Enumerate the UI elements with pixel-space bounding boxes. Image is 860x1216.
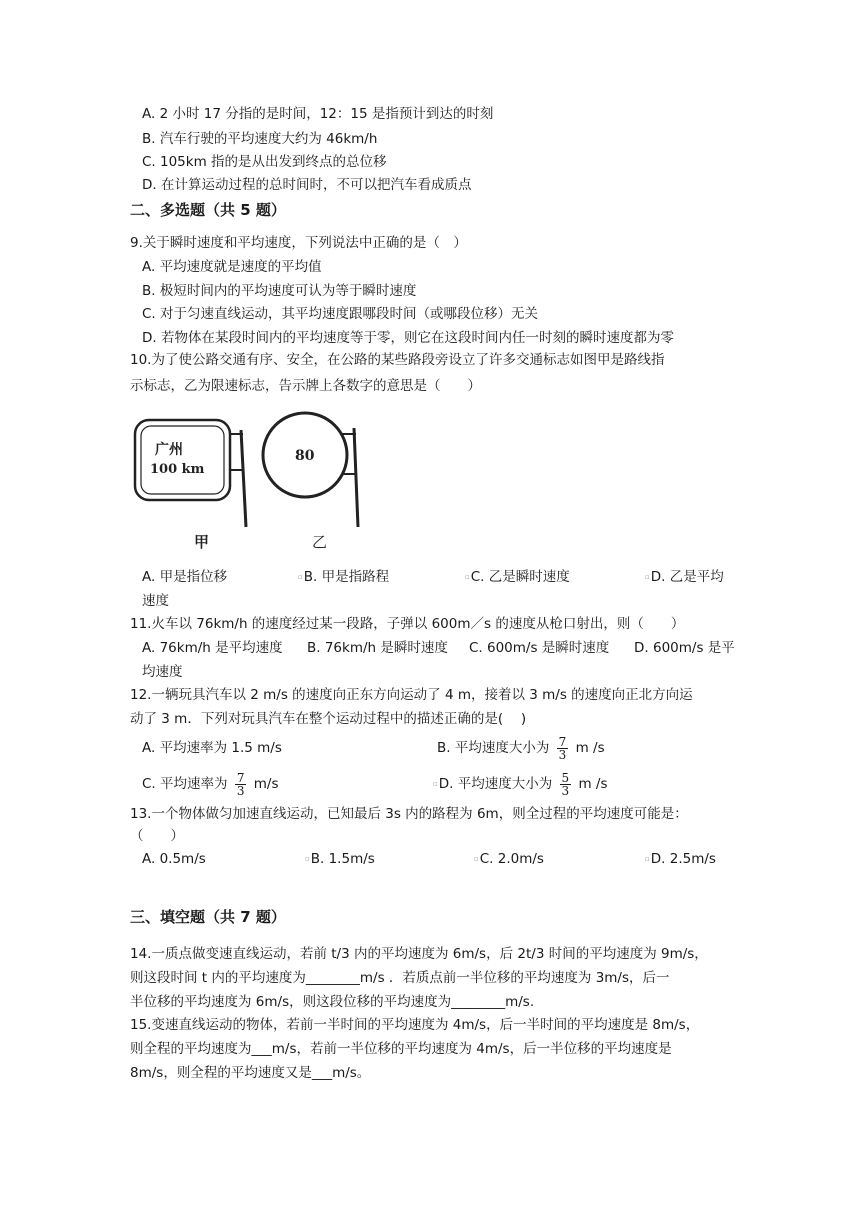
q14-line1: 14.一质点做变速直线运动，若前 t/3 内的平均速度为 6m/s，后 2t/3 时间的平均速度为 9m/s，	[130, 946, 708, 962]
q12-option-d-unit: m /s	[578, 776, 608, 792]
q11-option-c: C. 600m/s 是瞬时速度	[469, 640, 610, 656]
q12-option-d: ▫D. 平均速度大小为 $\frac{5}{3}$ m /s	[433, 770, 608, 798]
q13-option-b-text: B. 1.5m/s	[310, 851, 375, 867]
q11-option-a: A. 76km/h 是平均速度	[142, 640, 283, 656]
q11-option-d: D. 600m/s 是平	[634, 640, 735, 656]
q8-option-a: A. 2 小时 17 分指的是时间，12：15 是指预计到达的时刻	[142, 106, 494, 122]
q10-option-c: ▫C. 乙是瞬时速度	[465, 569, 570, 585]
q14-line2: 则这段时间 t 内的平均速度为________m/s ．若质点前一半位移的平均速度为 3m/s，后一	[130, 970, 670, 986]
q9-option-a: A. 平均速度就是速度的平均值	[142, 259, 322, 275]
q12-option-b-unit: m /s	[575, 740, 605, 756]
q12-option-b-text: B. 平均速度大小为	[437, 740, 550, 756]
q12-stem-line1: 12.一辆玩具汽车以 2 m/s 的速度向正东方向运动了 4 m，接着以 3 m/s 的速度向正北方向运	[130, 687, 693, 703]
q13-option-d-text: D. 2.5m/s	[650, 851, 716, 867]
route-sign-city: 广州	[155, 442, 183, 458]
q12-stem-line2: 动了 3 m．下列对玩具汽车在整个运动过程中的描述正确的是( )	[130, 711, 527, 727]
q13-option-c-text: C. 2.0m/s	[479, 851, 544, 867]
q14-line3: 半位移的平均速度为 6m/s，则这段位移的平均速度为________m/s.	[130, 994, 535, 1010]
route-sign-board	[135, 420, 230, 500]
speed-limit-sign-pole	[354, 428, 358, 527]
q10-option-b-text: B. 甲是指路程	[303, 569, 390, 585]
q15-line2: 则全程的平均速度为___m/s，若前一半位移的平均速度为 4m/s，后一半位移的平均速度是	[130, 1041, 672, 1057]
q9-option-d: D. 若物体在某段时间内的平均速度等于零，则它在这段时间内任一时刻的瞬时速度都为零	[142, 330, 674, 346]
q10-option-b: ▫B. 甲是指路程	[298, 569, 390, 585]
q8-option-b: B. 汽车行驶的平均速度大约为 46km/h	[142, 131, 378, 147]
q10-stem-line2: 示标志，乙为限速标志，告示牌上各数字的意思是（ ）	[130, 378, 481, 394]
q12-option-d-text: D. 平均速度大小为	[438, 776, 553, 792]
q10-option-c-text: C. 乙是瞬时速度	[470, 569, 570, 585]
q13-option-b: ▫B. 1.5m/s	[305, 851, 375, 867]
q8-option-c: C. 105km 指的是从出发到终点的总位移	[142, 154, 387, 170]
q11-stem: 11.火车以 76km/h 的速度经过某一段路，子弹以 600m／s 的速度从枪口射出，则（ ）	[130, 616, 685, 632]
q12-option-d-fraction: $\frac{5}{3}$	[561, 770, 570, 798]
q13-option-a: A. 0.5m/s	[142, 851, 206, 867]
q9-stem: 9.关于瞬时速度和平均速度，下列说法中正确的是（ ）	[130, 235, 467, 251]
q13-stem-line1: 13.一个物体做匀加速直线运动，已知最后 3s 内的路程为 6m，则全过程的平均速度可能是：	[130, 806, 688, 822]
figure-label-jia: 甲	[194, 533, 210, 551]
traffic-signs-figure	[128, 410, 388, 560]
q12-option-c	[142, 770, 278, 798]
q13-option-d: ▫D. 2.5m/s	[645, 851, 716, 867]
q9-option-c: C. 对于匀速直线运动，其平均速度跟哪段时间（或哪段位移）无关	[142, 306, 539, 322]
q12-option-b-fraction: $\frac{7}{3}$	[558, 734, 567, 762]
q8-option-d: D. 在计算运动过程的总时间时，不可以把汽车看成质点	[142, 177, 472, 193]
q9-option-b: B. 极短时间内的平均速度可认为等于瞬时速度	[142, 283, 417, 299]
q10-stem-line1: 10.为了使公路交通有序、安全，在公路的某些路段旁设立了许多交通标志如图甲是路线指	[130, 352, 665, 368]
q15-line3: 8m/s，则全程的平均速度又是___m/s。	[130, 1065, 371, 1081]
q10-option-d-text: D. 乙是平均	[650, 569, 724, 585]
q10-option-d-cont: 速度	[142, 593, 169, 609]
route-sign-distance: 100 km	[150, 462, 205, 477]
section-2-title: 二、多选题（共 5 题）	[130, 201, 286, 219]
q10-option-a: A. 甲是指位移	[142, 569, 228, 585]
q13-option-c: ▫C. 2.0m/s	[474, 851, 544, 867]
q12-option-c-fraction: $\frac{7}{3}$	[236, 770, 245, 798]
q11-option-b: B. 76km/h 是瞬时速度	[307, 640, 448, 656]
q10-option-d: ▫D. 乙是平均	[645, 569, 724, 585]
q11-option-d-cont: 均速度	[142, 664, 183, 680]
route-sign-pole	[241, 430, 246, 527]
speed-limit-value: 80	[295, 448, 315, 464]
figure-label-yi: 乙	[312, 533, 328, 551]
q12-option-a: A. 平均速率为 1.5 m/s	[142, 740, 282, 756]
q15-line1: 15.变速直线运动的物体，若前一半时间的平均速度为 4m/s，后一半时间的平均速度是 8m/s，	[130, 1017, 700, 1033]
q12-option-c-unit: m/s	[253, 776, 279, 792]
q12-option-b	[437, 734, 605, 762]
section-3-title: 三、填空题（共 7 题）	[130, 908, 286, 926]
q12-option-c-text: C. 平均速率为	[142, 776, 228, 792]
q13-stem-line2: （ ）	[130, 828, 184, 844]
